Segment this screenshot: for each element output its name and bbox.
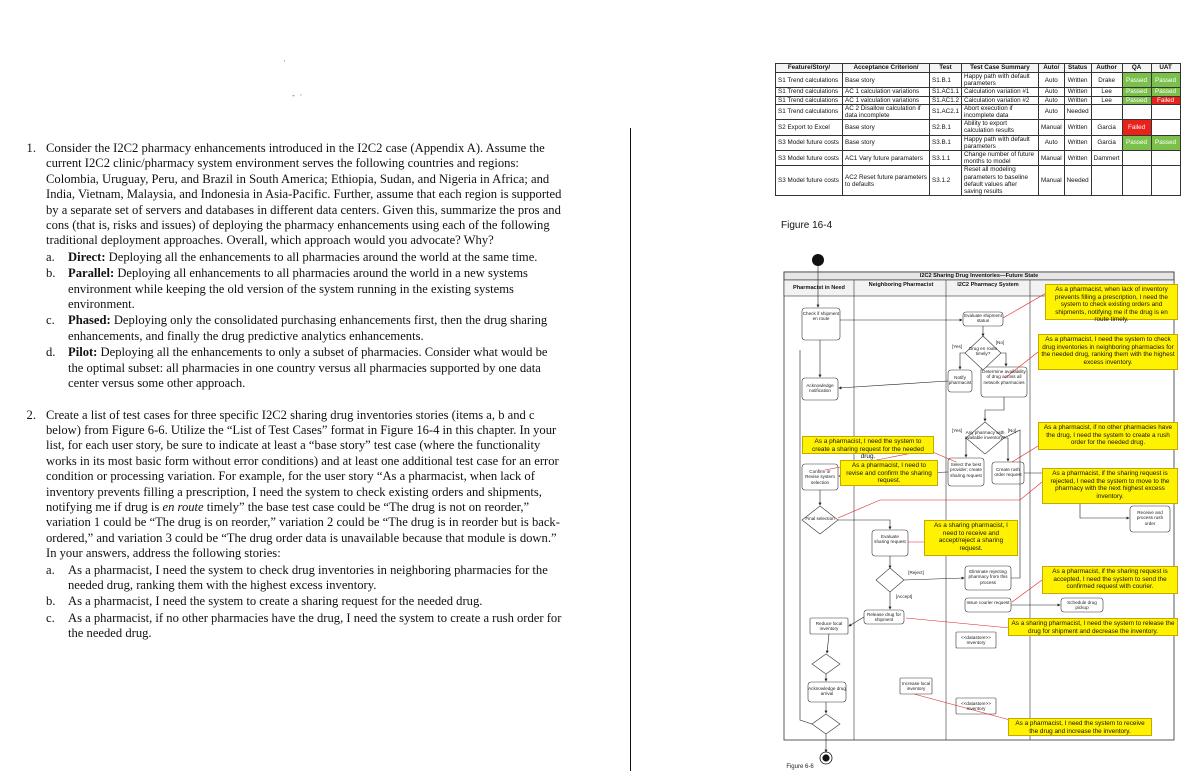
node-courier: Issue courier request — [966, 600, 1010, 605]
auto-cell: Auto — [1038, 73, 1064, 88]
summary-cell: Abort execution if incomplete data — [961, 104, 1038, 119]
test-id-cell: S3.B.1 — [930, 135, 962, 150]
node-eval-request: Evaluate sharing request — [874, 534, 906, 545]
node-rush: Create rush order request — [994, 467, 1022, 478]
node-confirm: Confirm or Revise system selection — [805, 469, 835, 485]
summary-cell: Happy path with default parameters — [961, 135, 1038, 150]
story-note: As a sharing pharmacist, I need the system to release the drug for shipment and decrease the inventory. — [1008, 618, 1178, 636]
col-header: QA — [1122, 64, 1151, 73]
story-note: As a pharmacist, if the sharing request is rejected, I need the system to move to the pharmacy with the next highest excess inventory. — [1042, 468, 1178, 504]
status-cell: Needed — [1064, 104, 1091, 119]
merge-node — [812, 714, 840, 734]
uat-cell — [1151, 166, 1180, 196]
node-eliminate: Eliminate rejecting pharmacy from this process — [968, 569, 1008, 585]
test-id-cell: S1.AC1.1 — [930, 88, 962, 96]
label-reject: [Reject] — [908, 570, 924, 575]
node-notify: Notify pharmacist — [948, 375, 972, 386]
feature-cell: S2 Export to Excel — [776, 120, 843, 135]
node-increase: Increase local inventory — [901, 681, 931, 692]
node-evaluate: Evaluate shipment status — [964, 313, 1002, 324]
node-determine: Determine availability of drug across all network pharmacies — [982, 369, 1026, 385]
auto-cell: Auto — [1038, 96, 1064, 104]
table-row — [776, 104, 1181, 119]
uat-cell: Passed — [1151, 73, 1180, 88]
question-1 — [8, 141, 563, 392]
scan-mark: · — [283, 56, 286, 66]
start-node — [812, 254, 824, 266]
qa-cell: Passed — [1122, 96, 1151, 104]
summary-cell: Reset all modeling parameters to baseline default values after saving results — [961, 166, 1038, 196]
question-number: 1. — [26, 141, 36, 155]
uat-cell: Failed — [1151, 96, 1180, 104]
story-note: As a pharmacist, if the sharing request is accepted, I need the system to send the confirmed request with courier. — [1042, 566, 1178, 594]
status-cell: Written — [1064, 120, 1091, 135]
auto-cell: Manual — [1038, 120, 1064, 135]
deployment-item: c. Phased: Deploying only the consolidated purchasing enhancements first, then the drug sharing enhancements, and finally the drug predictive analytics enhancements. — [46, 313, 548, 343]
table-row — [776, 120, 1181, 135]
qa-cell: Passed — [1122, 135, 1151, 150]
test-id-cell: S1.B.1 — [930, 73, 962, 88]
summary-cell: Change number of future months to model — [961, 151, 1038, 166]
label-no: [No] — [995, 340, 1005, 345]
col-header: UAT — [1151, 64, 1180, 73]
auto-cell: Auto — [1038, 104, 1064, 119]
deployment-item: d. Pilot: Deploying all the enhancements to only a subset of pharmacies. Consider what would be the optimal subset: all pharmacies in one country versus all pharmacies supported by one data center versus some other approach. — [46, 345, 548, 391]
story-note: As a pharmacist, I need the system to create a sharing request for the needed drug. — [802, 436, 934, 454]
author-cell — [1091, 166, 1122, 196]
criterion-cell: AC1 Vary future paramaters — [843, 151, 930, 166]
lane-pharmacist-in-need: Pharmacist in Need — [793, 285, 845, 291]
label-no: [No] — [1007, 428, 1017, 433]
criterion-cell: Base story — [843, 135, 930, 150]
criterion-cell: Base story — [843, 73, 930, 88]
summary-cell: Happy path with default parameters — [961, 73, 1038, 88]
test-id-cell: S1.AC1.2 — [930, 96, 962, 104]
decision-accept — [876, 568, 904, 592]
node-select: Select the best provider; create sharing request — [950, 462, 982, 478]
qa-cell — [1122, 166, 1151, 196]
status-cell: Written — [1064, 151, 1091, 166]
diagram-title: I2C2 Sharing Drug Inventories—Future State — [919, 273, 1039, 279]
criterion-cell: AC2 Reset future parameters to defaults — [843, 166, 930, 196]
label-accept: [Accept] — [895, 594, 913, 599]
author-cell: Lee — [1091, 96, 1122, 104]
col-header: Test Case Summary — [961, 64, 1038, 73]
test-id-cell: S2.B.1 — [930, 120, 962, 135]
table-row — [776, 151, 1181, 166]
table-row — [776, 166, 1181, 196]
test-case-table — [775, 63, 1181, 196]
feature-cell: S3 Model future costs — [776, 151, 843, 166]
node-enroute: Drug en route timely? — [968, 346, 998, 357]
node-release: Release drug for shipment — [867, 612, 901, 623]
feature-cell: S3 Model future costs — [776, 166, 843, 196]
criterion-cell: Base story — [843, 120, 930, 135]
col-header: Test — [930, 64, 962, 73]
activity-diagram — [780, 250, 1180, 771]
figure-caption: Figure 16-4 — [781, 220, 833, 231]
criterion-cell: AC 1 calculation variations — [843, 88, 930, 96]
node-ack-arrival: Acknowledge drug arrival — [808, 686, 846, 697]
qa-cell — [1122, 104, 1151, 119]
author-cell: Dammert — [1091, 151, 1122, 166]
deployment-item: b. Parallel: Deploying all enhancements to all pharmacies around the world in a new systems environment while keeping the old version of the system running in the existing systems environment. — [46, 266, 528, 312]
node-schedule: Schedule drug pickup — [1067, 600, 1097, 611]
col-header: Status — [1064, 64, 1091, 73]
table-header-row — [776, 64, 1181, 73]
author-cell — [1091, 104, 1122, 119]
node-check: Check if shipment en route — [802, 311, 840, 322]
test-id-cell: S3.1.1 — [930, 151, 962, 166]
figure-caption: Figure 6-6 — [786, 764, 814, 770]
test-id-cell: S3.1.2 — [930, 166, 962, 196]
col-header: Author — [1091, 64, 1122, 73]
qa-cell: Failed — [1122, 120, 1151, 135]
deployment-item: a. Direct: Deploying all the enhancements to all pharmacies around the world at the same time. — [46, 249, 538, 264]
feature-cell: S3 Model future costs — [776, 135, 843, 150]
label-yes: [Yes] — [951, 428, 963, 433]
scan-mark: - · — [292, 90, 303, 100]
feature-cell: S1 Trend calculations — [776, 104, 843, 119]
status-cell: Written — [1064, 135, 1091, 150]
uat-cell — [1151, 104, 1180, 119]
story-item: a. As a pharmacist, I need the system to check drug inventories in neighboring pharmacies for the needed drug, ranking them with the highest excess inventory. — [46, 562, 548, 592]
feature-cell: S1 Trend calculations — [776, 96, 843, 104]
summary-cell: Ability to export calculation results — [961, 120, 1038, 135]
question-2-text: Create a list of test cases for three specific I2C2 sharing drug inventories stories (items a, b and c below) from Figure 6-6. Utilize the “List of Test Cases” format in Figure 16-4 in this chapter. In your list, for each user story, be sure to indicate at least a “base story” test case (where the functionality works in its most basic form without error conditions) and at least one additional test case for an error condition or processing variation. For example, for the user story “As a pharmacist, when lack of inventory prevents filling a prescription, I need the system to check existing orders and shipments, notifying me if drug is en route timely” the base test case could be “The drug is not on reorder,” variation 1 could be “The drug is on reorder,” variation 2 could be “The drug is in reorder but is back-ordered,” and variation 3 could be “The drug order data is unavailable because that module is down.” In your answers, address the following stories: — [46, 407, 560, 561]
author-cell: Garcia — [1091, 120, 1122, 135]
lane-neighboring-pharmacist: Neighboring Pharmacist — [868, 282, 934, 288]
col-header: Acceptance Criterion/ — [843, 64, 930, 73]
table-row — [776, 135, 1181, 150]
criterion-cell: AC 1 valculation variations — [843, 96, 930, 104]
summary-cell: Calculation variation #1 — [961, 88, 1038, 96]
uat-cell — [1151, 120, 1180, 135]
status-cell: Written — [1064, 96, 1091, 104]
feature-cell: S1 Trend calculations — [776, 73, 843, 88]
qa-cell: Passed — [1122, 88, 1151, 96]
node-receive-rush: Receive and process rush order — [1136, 510, 1164, 526]
story-note: As a pharmacist, when lack of inventory prevents filling a prescription, I need the system to check existing orders and shipments, notifying me if the drug is en route timely. — [1045, 284, 1178, 320]
uat-cell: Passed — [1151, 88, 1180, 96]
col-header: Feature/Story/ — [776, 64, 843, 73]
author-cell: Garcia — [1091, 135, 1122, 150]
node-acknowledge: Acknowledge notification — [806, 383, 834, 394]
status-cell: Written — [1064, 73, 1091, 88]
status-cell: Written — [1064, 88, 1091, 96]
question-1-text: Consider the I2C2 pharmacy enhancements introduced in the I2C2 case (Appendix A). Assume the current I2C2 clinic/pharmacy system environment serves the following countries and regions: Colombia, Uruguay, Peru, and Brazil in South America; Ethiopia, Sudan, and Nigeria in Africa; and India, Vietnam, Malaysia, and Indonesia in Asia-Pacific. Further, assume that each region is supported by a separate set of servers and databases in different data centers. Given this, summarize the pros and cons (that is, risks and issues) of deploying the pharmacy enhancements using each of the following traditional deployment approaches. Overall, which approach would you advocate? Why? — [46, 141, 562, 248]
node-datastore-1: <<datastore>> Inventory — [961, 635, 991, 646]
auto-cell: Auto — [1038, 135, 1064, 150]
story-item: c. As a pharmacist, if no other pharmacies have the drug, I need the system to create a rush order for the needed drug. — [46, 610, 562, 641]
node-datastore-2: <<datastore>> Inventory — [961, 701, 991, 712]
question-2 — [8, 408, 563, 642]
test-id-cell: S1.AC2.1 — [930, 104, 962, 119]
story-item: b. As a pharmacist, I need the system to create a sharing request for the needed drug. — [46, 594, 483, 609]
qa-cell: Passed — [1122, 73, 1151, 88]
uat-cell: Passed — [1151, 135, 1180, 150]
uat-cell — [1151, 151, 1180, 166]
story-note: As a pharmacist, if no other pharmacies have the drug, I need the system to create a rush order for the needed drug. — [1038, 422, 1178, 450]
story-note: As a pharmacist, I need the system to check drug inventories in neighboring pharmacies for the needed drug, ranking them with the highest excess inventory. — [1038, 334, 1178, 370]
auto-cell: Manual — [1038, 151, 1064, 166]
feature-cell: S1 Trend calculations — [776, 88, 843, 96]
table-row — [776, 96, 1181, 104]
author-cell: Drake — [1091, 73, 1122, 88]
story-note: As a sharing pharmacist, I need to receive and accept/reject a sharing request. — [924, 520, 1018, 556]
status-cell: Needed — [1064, 166, 1091, 196]
label-yes: [Yes] — [951, 344, 963, 349]
story-note: As a pharmacist, I need to revise and confirm the sharing request. — [840, 460, 938, 486]
col-header: Auto/ — [1038, 64, 1064, 73]
auto-cell: Manual — [1038, 166, 1064, 196]
question-number: 2. — [26, 407, 36, 422]
summary-cell: Calculation variation #2 — [961, 96, 1038, 104]
table-row — [776, 88, 1181, 96]
loop-line — [800, 350, 812, 724]
page-divider — [630, 128, 631, 771]
author-cell: Lee — [1091, 88, 1122, 96]
table-row — [776, 73, 1181, 88]
exercise-text — [8, 141, 563, 642]
auto-cell: Auto — [1038, 88, 1064, 96]
criterion-cell: AC 2 Disallow calculation if data incomplete — [843, 104, 930, 119]
node-reduce: Reduce local inventory — [815, 621, 843, 632]
node-any: Any pharmacy with available inventory? — [964, 430, 1006, 441]
story-note: As a pharmacist, I need the system to receive the drug and increase the inventory. — [1008, 718, 1152, 736]
end-node-inner — [822, 754, 829, 761]
lane-pharmacy-system: I2C2 Pharmacy System — [957, 282, 1019, 288]
qa-cell — [1122, 151, 1151, 166]
node-final: Final selection — [805, 516, 835, 521]
merge-node — [812, 654, 840, 674]
